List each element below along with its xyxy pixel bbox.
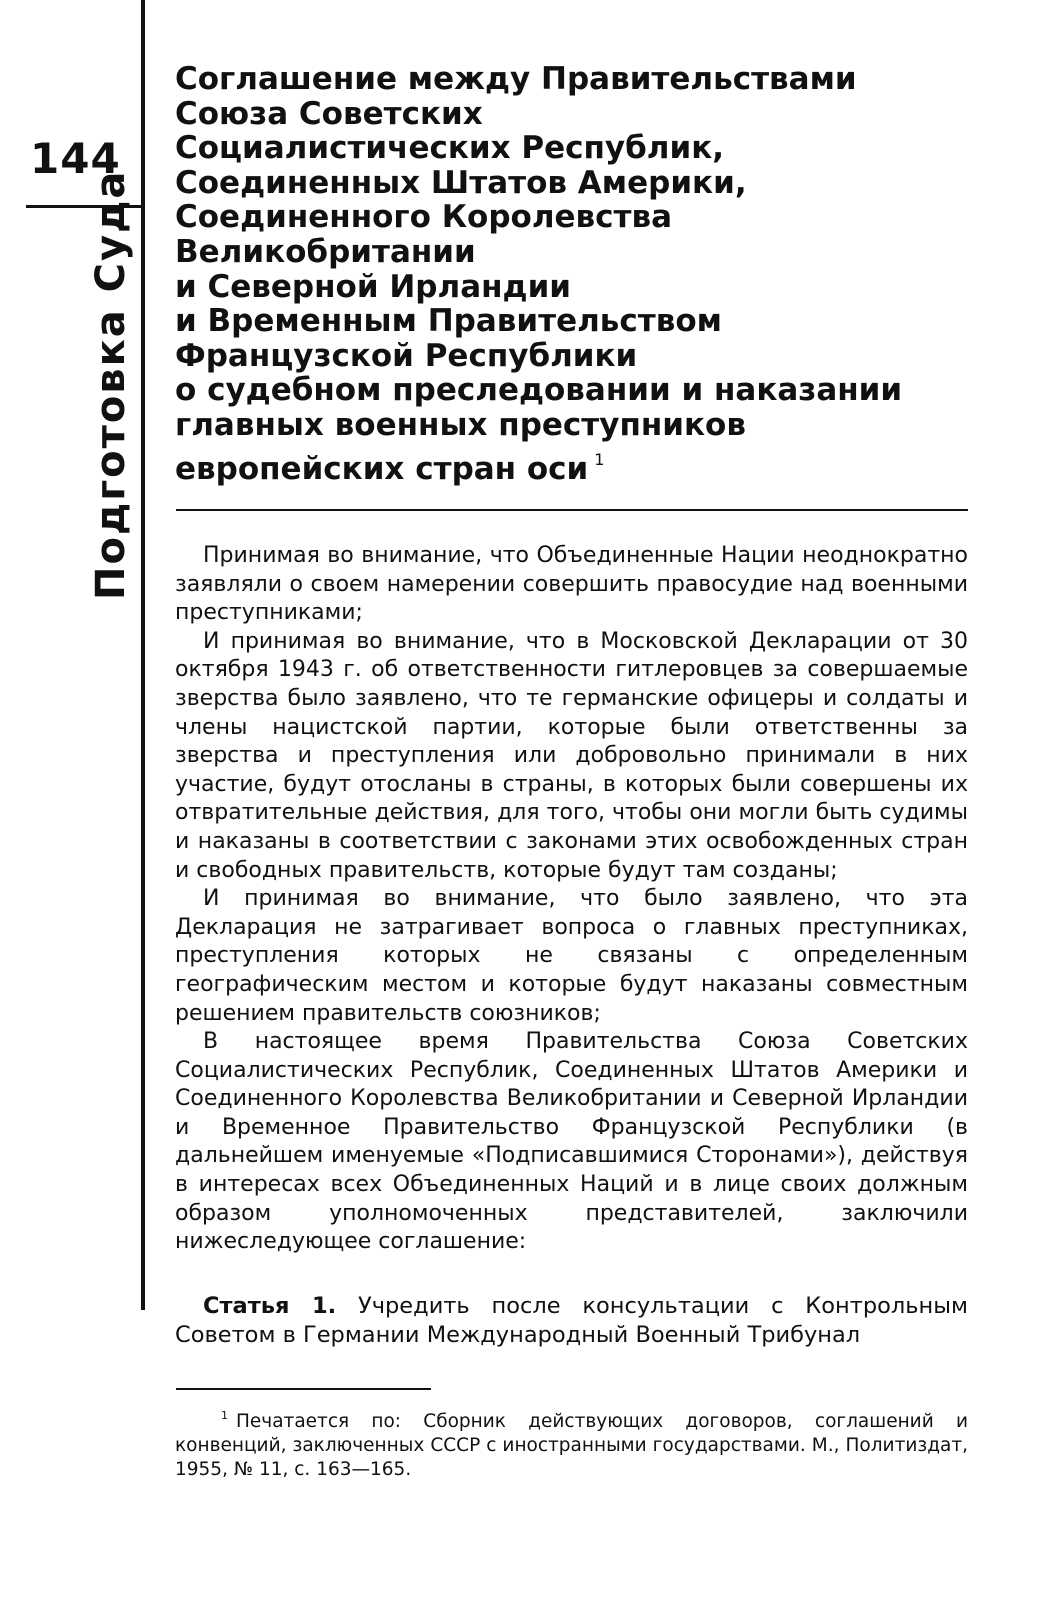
title-line-last [175,443,995,487]
title-line: Соглашение между Правительствами [175,61,857,97]
title-line: Союза Советских [175,95,483,132]
article-1 [175,1292,968,1350]
paragraph: В настоящее время Правительства Союза Советских Социалистических Республик, Соединенных Штатов Америки и Соединенного Королевства Великобритании и Северной Ирландии и Временное Правительство Французской Республики (в дальнейшем именуемые «Подписавшимися Сторонами»), действуя в интересах всех Объединенных Наций и в лице своих должным образом уполномоченных представителей, заключили нижеследующее соглашение: [175,1029,968,1255]
title-divider [176,509,968,511]
title-line: и Временным Правительством [175,303,723,340]
paragraph: Принимая во внимание, что Объединенные Нации неоднократно заявляли о своем намерении совершить правосудие над военными преступниками; [175,543,968,626]
paragraph: И принимая во внимание, что в Московской Декларации от 30 октября 1943 г. об ответственности гитлеровцев за совершаемые зверства было заявлено, что те германские офицеры и солдаты и члены нацистской партии, которые были ответственны за зверства и преступления или добровольно принимали в них участие, будут отосланы в страны, в которых были совершены их отвратительные действия, для того, чтобы они могли быть судимы и наказаны в соответствии с законами этих освобожденных стран и свободных правительств, которые будут там созданы; [175,628,968,883]
title-line: Соединенных Штатов Америки, [175,164,747,201]
margin-vertical-rule [141,0,145,1310]
article-text: Учредить после консультации с Контрольным Советом в Германии Международный Военный Трибунал [175,1293,968,1348]
title-line: Социалистических Республик, [175,130,725,167]
footnote [175,1404,968,1482]
paragraph: И принимая во внимание, что было заявлено, что эта Декларация не затрагивает вопроса о главных преступниках, преступления которых не связаны с определенным географическим местом и которые будут наказаны совместным решением правительств союзников; [175,886,968,1026]
page-number: 144 [30,134,121,183]
title-footnote-marker: 1 [594,449,605,469]
title-line: и Северной Ирландии [175,268,572,305]
title-line: Французской Республики [175,337,638,374]
title-line: главных военных преступников [175,406,746,443]
article-heading: Статья 1. [203,1293,337,1319]
footnote-text: Печатается по: Сборник действующих договоров, соглашений и конвенций, заключенных СССР с иностранными государствами. М., Политиздат, 1955, № 11, с. 163—165. [175,1411,968,1480]
title-line-text: европейских стран оси [175,450,589,487]
title-line: Великобритании [175,233,476,270]
preamble [175,542,968,1257]
footnote-divider [176,1388,431,1390]
section-label: Подготовка Суда [88,169,134,600]
title-line: о судебном преследовании и наказании [175,372,903,409]
title-line: Соединенного Королевства [175,199,673,236]
footnote-marker: 1 [221,1409,228,1422]
document-title [175,62,995,486]
